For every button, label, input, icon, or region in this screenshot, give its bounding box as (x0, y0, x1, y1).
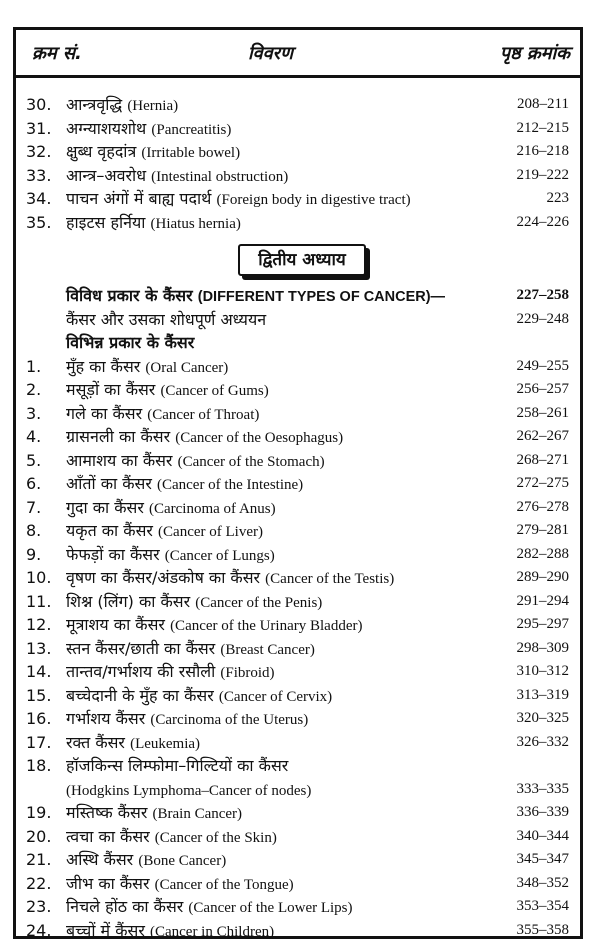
row-english: (Cancer of the Urinary Bladder) (170, 618, 363, 634)
row-hindi: आँतों का कैंसर (66, 474, 152, 493)
row-hindi: मूत्राशय का कैंसर (66, 615, 165, 634)
chapter-heading-english: (DIFFERENT TYPES OF CANCER)— (197, 289, 446, 305)
row-hindi: अग्न्याशयशोथ (66, 118, 147, 138)
row-page: 353–354 (516, 898, 569, 914)
row-hindi: बच्चों में कैंसर (66, 920, 145, 940)
row-hindi: हॉजकिन्स लिम्फोमा–गिल्टियों का कैंसर (66, 756, 289, 775)
table-row (16, 872, 580, 896)
table-row (16, 543, 580, 567)
row-hindi: आन्त्रवृद्धि (66, 95, 123, 114)
row-number: 20. (26, 826, 52, 846)
row-hindi: क्षुब्ध वृहदांत्र (66, 142, 137, 161)
table-row (16, 754, 580, 778)
row-english: (Cancer of the Tongue) (154, 876, 294, 893)
row-page: 326–332 (516, 733, 569, 750)
section-digestive-disorders (16, 93, 580, 234)
chapter-sub-page: 229–248 (516, 310, 569, 327)
row-number: 21. (26, 850, 52, 869)
column-header-description: विवरण (248, 43, 294, 64)
row-english: (Cancer of the Oesophagus) (175, 430, 344, 446)
section-cancer-types-a (16, 355, 580, 755)
row-number: 23. (26, 897, 52, 916)
row-page: 223 (546, 190, 569, 206)
table-row-continued (16, 778, 580, 802)
table-row (16, 378, 580, 402)
table-row (16, 684, 580, 708)
row-hindi: निचले होंठ का कैंसर (66, 897, 184, 916)
row-hindi: बच्चेदानी के मुँह का कैंसर (66, 685, 214, 705)
row-english: (Intestinal obstruction) (151, 168, 289, 185)
table-row (16, 895, 580, 919)
row-page: 355–358 (516, 921, 569, 938)
row-hindi: गुदा का कैंसर (66, 497, 144, 517)
row-hindi: हाइटस हर्निया (66, 212, 146, 232)
row-english: (Fibroid) (220, 665, 275, 681)
row-hindi: गर्भाशय कैंसर (66, 709, 146, 728)
row-hindi: तान्तव/गर्भाशय की रसौली (66, 662, 216, 681)
row-english: (Cancer of the Lower Lips) (188, 900, 353, 916)
row-number: 22. (26, 873, 52, 893)
table-row (16, 449, 580, 473)
row-english: (Pancreatitis) (151, 121, 232, 138)
row-hindi: गले का कैंसर (66, 403, 143, 423)
table-row (16, 825, 580, 849)
row-page: 313–319 (516, 686, 569, 703)
row-number: 31. (26, 118, 52, 138)
row-number: 9. (26, 544, 42, 564)
chapter-heading-page: 227–258 (516, 287, 569, 303)
table-row (16, 613, 580, 637)
row-number: 8. (26, 521, 42, 540)
row-english: (Oral Cancer) (145, 359, 229, 376)
chapter-sub-row (16, 308, 580, 332)
row-hindi: शिश्न (लिंग) का कैंसर (66, 591, 191, 611)
chapter-sub2-hindi: विभिन्न प्रकार के कैंसर (66, 333, 195, 352)
row-page: 258–261 (516, 404, 569, 421)
row-english: (Cancer of the Stomach) (177, 453, 325, 470)
table-row (16, 402, 580, 426)
table-row (16, 707, 580, 731)
table-row (16, 164, 580, 188)
row-page: 249–255 (516, 357, 569, 374)
row-hindi: पाचन अंगों में बाह्य पदार्थ (66, 189, 212, 208)
row-english: (Breast Cancer) (220, 641, 315, 658)
row-page: 279–281 (516, 522, 569, 538)
table-row (16, 519, 580, 543)
table-row (16, 919, 580, 943)
row-page: 310–312 (516, 663, 569, 679)
column-header-page: पृष्ठ क्रमांक (499, 43, 570, 64)
table-row (16, 848, 580, 872)
row-english: (Hodgkins Lymphoma–Cancer of nodes) (66, 782, 312, 799)
row-hindi: आमाशय का कैंसर (66, 450, 173, 470)
table-row (16, 472, 580, 496)
row-number: 6. (26, 474, 42, 493)
row-number: 34. (26, 189, 52, 208)
table-row (16, 801, 580, 825)
row-english: (Carcinoma of the Uterus) (150, 712, 309, 728)
chapter-heading-hindi: विविध प्रकार के कैंसर (66, 286, 193, 305)
contents-table (13, 27, 583, 939)
row-number: 2. (26, 380, 42, 399)
chapter-title: द्वितीय अध्याय (238, 244, 366, 276)
row-number: 16. (26, 709, 52, 728)
row-hindi: ग्रासनली का कैंसर (66, 427, 171, 446)
table-row (16, 355, 580, 379)
row-english: (Cancer of Liver) (158, 524, 263, 540)
row-english: (Leukemia) (130, 735, 201, 752)
row-english: (Cancer of the Penis) (195, 594, 323, 611)
chapter-sub2-row (16, 331, 580, 355)
table-row (16, 660, 580, 684)
row-number: 32. (26, 142, 52, 161)
row-number: 5. (26, 450, 42, 470)
row-number: 24. (26, 920, 52, 940)
table-row (16, 93, 580, 117)
row-number: 4. (26, 427, 42, 446)
table-row (16, 731, 580, 755)
row-english: (Foreign body in digestive tract) (216, 192, 411, 208)
row-number: 14. (26, 662, 52, 681)
row-page: 212–215 (516, 119, 569, 136)
row-english: (Carcinoma of Anus) (149, 500, 276, 517)
row-hindi: आन्त्र–अवरोध (66, 165, 147, 185)
row-english: (Irritable bowel) (141, 145, 241, 161)
row-english: (Cancer of Lungs) (164, 547, 275, 564)
row-number: 11. (26, 591, 52, 611)
row-number: 10. (26, 568, 52, 587)
row-hindi: फेफड़ों का कैंसर (66, 544, 160, 564)
row-page: 333–335 (516, 780, 569, 797)
row-english: (Cancer of the Testis) (265, 571, 395, 587)
row-hindi: मसूड़ों का कैंसर (66, 380, 156, 399)
row-english: (Hernia) (127, 98, 179, 114)
row-hindi: अस्थि कैंसर (66, 850, 134, 869)
row-english: (Brain Cancer) (152, 806, 243, 822)
row-page: 216–218 (516, 143, 569, 159)
row-page: 295–297 (516, 616, 569, 632)
table-row (16, 496, 580, 520)
row-english: (Cancer of the Intestine) (156, 477, 304, 493)
row-english: (Hiatus hernia) (150, 215, 241, 232)
contents-rows (16, 93, 580, 942)
row-number: 30. (26, 95, 52, 114)
row-number: 15. (26, 685, 52, 705)
row-page: 348–352 (516, 874, 569, 891)
row-number: 19. (26, 803, 52, 822)
row-page: 291–294 (516, 592, 569, 609)
row-number: 7. (26, 497, 42, 517)
row-page: 219–222 (516, 166, 569, 183)
chapter-sub-hindi: कैंसर और उसका शोधपूर्ण अध्ययन (66, 309, 267, 329)
row-hindi: मस्तिष्क कैंसर (66, 803, 148, 822)
row-number: 33. (26, 165, 52, 185)
row-english: (Cancer of Throat) (147, 406, 260, 423)
table-row (16, 566, 580, 590)
row-english: (Cancer in Children) (149, 923, 275, 940)
row-page: 276–278 (516, 498, 569, 515)
row-hindi: रक्त कैंसर (66, 732, 125, 752)
row-page: 272–275 (516, 475, 569, 491)
row-number: 1. (26, 356, 42, 376)
row-english: (Cancer of the Skin) (154, 829, 277, 846)
table-row (16, 117, 580, 141)
row-page: 256–257 (516, 381, 569, 397)
table-header (16, 30, 580, 78)
chapter-banner (16, 234, 580, 284)
row-english: (Cancer of Gums) (160, 383, 269, 399)
row-english: (Cancer of Cervix) (218, 688, 333, 705)
row-hindi: वृषण का कैंसर/अंडकोष का कैंसर (66, 568, 261, 587)
row-page: 320–325 (516, 710, 569, 726)
row-number: 35. (26, 212, 52, 232)
row-page: 282–288 (516, 545, 569, 562)
table-row (16, 140, 580, 164)
row-page: 345–347 (516, 851, 569, 867)
row-page: 224–226 (516, 213, 569, 230)
section-cancer-types-b (16, 801, 580, 942)
row-hindi: स्तन कैंसर/छाती का कैंसर (66, 638, 216, 658)
row-page: 208–211 (517, 96, 569, 112)
table-row (16, 211, 580, 235)
row-page: 262–267 (516, 428, 569, 444)
table-row (16, 187, 580, 211)
chapter-heading-row (16, 284, 580, 308)
row-hindi: मुँह का कैंसर (66, 356, 141, 376)
column-header-number: क्रम सं. (32, 43, 82, 64)
row-page: 336–339 (516, 804, 569, 820)
row-page: 340–344 (516, 827, 569, 844)
row-hindi: त्वचा का कैंसर (66, 826, 150, 846)
row-number: 13. (26, 638, 52, 658)
row-page: 289–290 (516, 569, 569, 585)
table-row (16, 590, 580, 614)
row-hindi: जीभ का कैंसर (66, 873, 150, 893)
row-number: 17. (26, 732, 52, 752)
row-hindi: यकृत का कैंसर (66, 521, 153, 540)
row-number: 18. (26, 756, 52, 775)
row-english: (Bone Cancer) (138, 853, 227, 869)
row-number: 12. (26, 615, 52, 634)
row-page: 268–271 (516, 451, 569, 468)
row-page: 298–309 (516, 639, 569, 656)
table-row (16, 425, 580, 449)
table-row (16, 637, 580, 661)
row-number: 3. (26, 403, 42, 423)
